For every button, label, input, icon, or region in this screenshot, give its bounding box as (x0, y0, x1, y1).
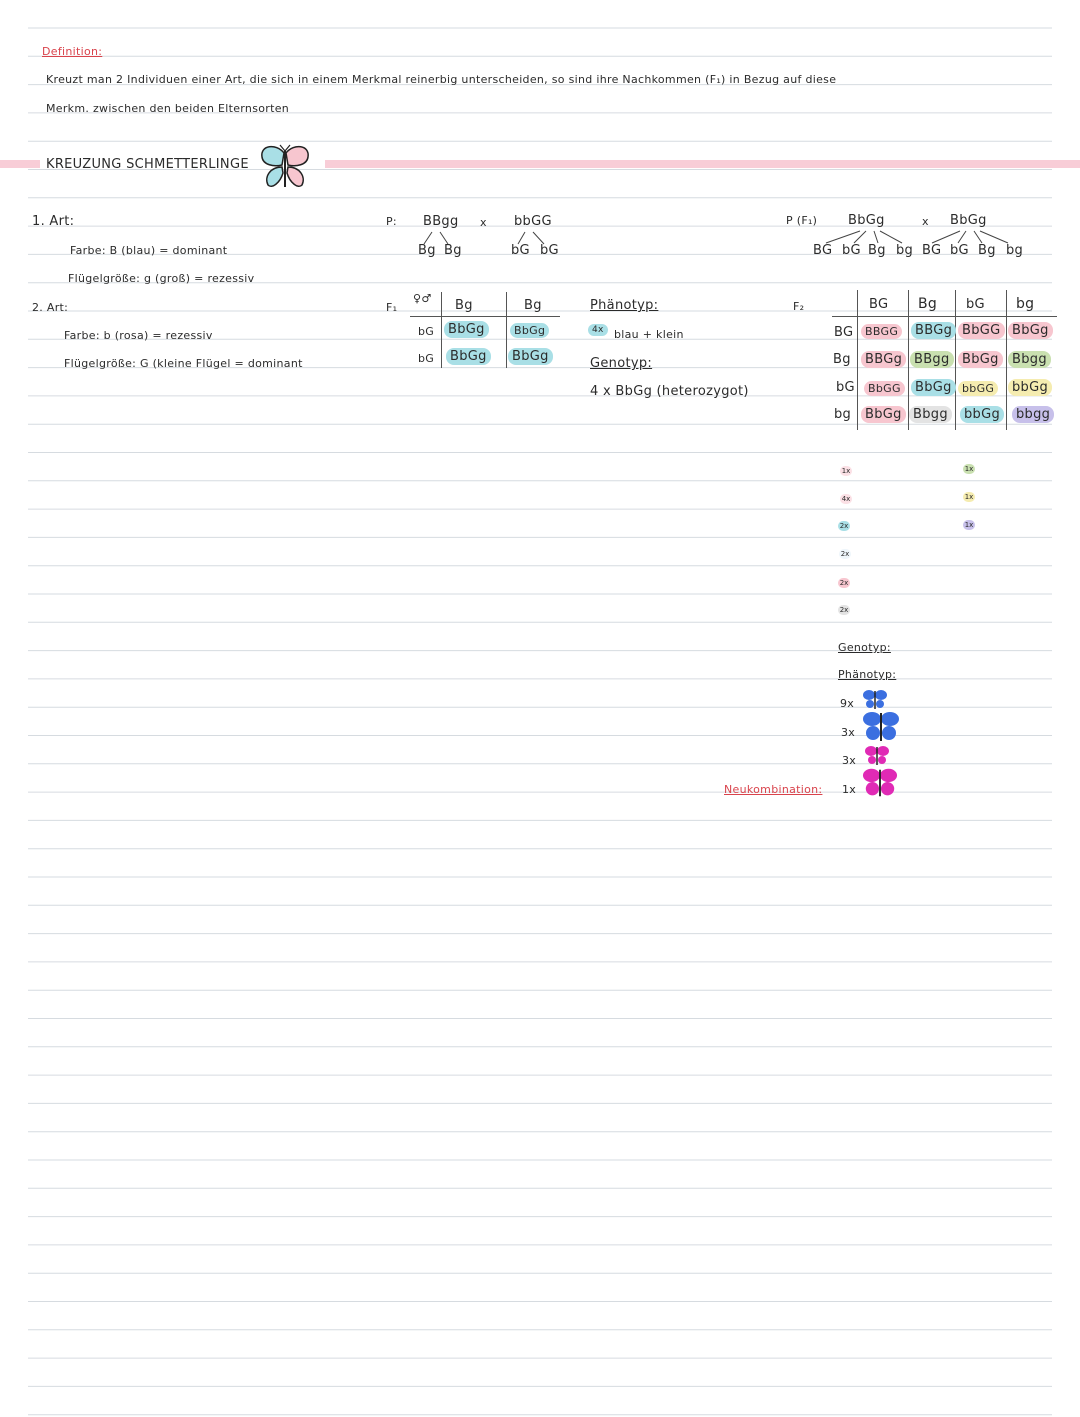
punnett2-cell: BbGG (958, 322, 1005, 339)
punnett2-cell: BbGg (861, 406, 906, 423)
pink-butterfly-large-icon (862, 766, 898, 800)
punnett2-cell: BBgg (910, 351, 954, 368)
cross2-gamete: bg (896, 243, 914, 258)
punnett2-cell: bbgg (1012, 406, 1054, 423)
punnett2-divider (857, 290, 858, 430)
result1-genotyp-value: 4 x BbGg (heterozygot) (590, 384, 749, 399)
cross2-x: x (922, 215, 929, 228)
definition-line-1: Kreuzt man 2 Individuen einer Art, die sich in einem Merkmal reinerbig unterscheiden, so sind ihre Nachkommen (F₁) in Bezug auf diese (46, 73, 837, 86)
punnett2-cell: BbGg (1008, 322, 1053, 339)
pink-butterfly-small-icon (864, 744, 890, 768)
summary-count: 9x (840, 697, 855, 710)
cross1-gamete-lines (410, 230, 560, 246)
punnett1-cell: BbGg (510, 323, 549, 338)
art1-trait-color: Farbe: B (blau) = dominant (70, 244, 228, 257)
punnett2-cell: BBGg (911, 322, 956, 339)
definition-line-2: Merkm. zwischen den beiden Elternsorten (46, 102, 290, 115)
punnett2-cell: Bbgg (909, 406, 952, 423)
punnett1-divider (410, 316, 560, 317)
cross2-gamete: Bg (978, 243, 996, 258)
art1-trait-wing: Flügelgröße: g (groß) = rezessiv (68, 272, 255, 285)
cross2-gamete: bG (842, 243, 861, 258)
result1-phaenotyp-label: Phänotyp: (590, 298, 659, 313)
cross2-gamete: BG (813, 243, 833, 258)
count-marker: 1x (841, 467, 851, 475)
punnett2-row-head: BG (834, 325, 854, 340)
punnett2-cell: bbGg (960, 406, 1004, 423)
punnett2-cell: bbGG (958, 381, 998, 396)
punnett1-cell: BbGg (508, 348, 553, 365)
cross1-gamete: Bg (444, 243, 462, 258)
punnett2-cell: BbGg (958, 351, 1003, 368)
count-marker: 1x (964, 521, 974, 529)
count-marker: 1x (964, 465, 974, 473)
count-marker: 2x (839, 579, 849, 587)
punnett1-corner: ♀♂ (413, 292, 432, 305)
punnett2-col-head: Bg (918, 296, 938, 312)
art1-label: 1. Art: (32, 214, 75, 229)
punnett2-row-head: bg (834, 407, 852, 422)
punnett2-divider (832, 316, 1057, 317)
punnett2-divider (908, 290, 909, 430)
punnett2-divider (955, 290, 956, 430)
punnett1-row-head: bG (418, 352, 435, 365)
count-marker: 1x (964, 493, 974, 501)
punnett1-cell: BbGg (444, 321, 489, 338)
result1-phaenotyp-value: blau + klein (614, 328, 684, 341)
punnett2-cell: bbGg (1008, 379, 1052, 396)
cross2-gamete: Bg (868, 243, 886, 258)
cross1-gamete: Bg (418, 243, 436, 258)
summary-count: 3x (842, 754, 857, 767)
butterfly-logo-icon (258, 143, 312, 191)
punnett1-col-head: Bg (455, 298, 473, 313)
count-marker: 2x (840, 550, 850, 558)
punnett1-divider (441, 292, 442, 368)
cross1-f1-label: F₁ (386, 301, 398, 314)
punnett2-cell: BbGg (911, 379, 956, 396)
cross1-gamete: bG (511, 243, 530, 258)
punnett1-divider (506, 292, 507, 368)
punnett1-row-head: bG (418, 325, 435, 338)
punnett2-cell: BbGG (864, 381, 905, 396)
summary-phaenotyp-label: Phänotyp: (838, 668, 897, 681)
count-marker: 4x (841, 495, 851, 503)
cross2-p-label: P (F₁) (786, 214, 818, 227)
result1-genotyp-label: Genotyp: (590, 356, 653, 371)
result1-phaenotyp-count: 4x (588, 324, 608, 336)
punnett1-col-head: Bg (524, 298, 542, 313)
cross2-f2-label: F₂ (793, 300, 805, 313)
punnett2-col-head: bg (1016, 296, 1035, 312)
punnett2-row-head: Bg (833, 352, 851, 367)
cross2-gamete: bg (1006, 243, 1024, 258)
count-marker: 2x (839, 606, 849, 614)
art2-trait-color: Farbe: b (rosa) = rezessiv (64, 329, 213, 342)
punnett2-divider (1006, 290, 1007, 430)
section-title: KREUZUNG SCHMETTERLINGE (46, 157, 249, 172)
definition-heading: Definition: (42, 45, 103, 58)
cross1-parent1: BBgg (423, 214, 459, 229)
cross1-x: x (480, 216, 487, 229)
summary-count: 1x (842, 783, 857, 796)
neukombination-label: Neukombination: (724, 783, 823, 796)
cross2-parent1: BbGg (848, 213, 885, 228)
punnett2-cell: BBGG (861, 324, 902, 339)
punnett2-row-head: bG (836, 380, 855, 395)
cross1-p-label: P: (386, 215, 397, 228)
punnett2-col-head: BG (869, 297, 889, 312)
blue-butterfly-small-icon (862, 688, 888, 712)
summary-genotyp-label: Genotyp: (838, 641, 891, 654)
cross1-parent2: bbGG (514, 214, 552, 229)
cross2-gamete: bG (950, 243, 969, 258)
banner-right (325, 160, 1080, 168)
banner-left (0, 160, 40, 168)
art2-label: 2. Art: (32, 301, 69, 314)
art2-trait-wing: Flügelgröße: G (kleine Flügel = dominant (64, 357, 303, 370)
cross2-gamete: BG (922, 243, 942, 258)
punnett1-cell: BbGg (446, 348, 491, 365)
punnett2-cell: Bbgg (1008, 351, 1051, 368)
cross2-parent2: BbGg (950, 213, 987, 228)
count-marker: 2x (839, 522, 849, 530)
summary-count: 3x (841, 726, 856, 739)
punnett2-col-head: bG (966, 297, 985, 312)
cross1-gamete: bG (540, 243, 559, 258)
punnett2-cell: BBGg (861, 351, 906, 368)
blue-butterfly-large-icon (862, 710, 900, 744)
